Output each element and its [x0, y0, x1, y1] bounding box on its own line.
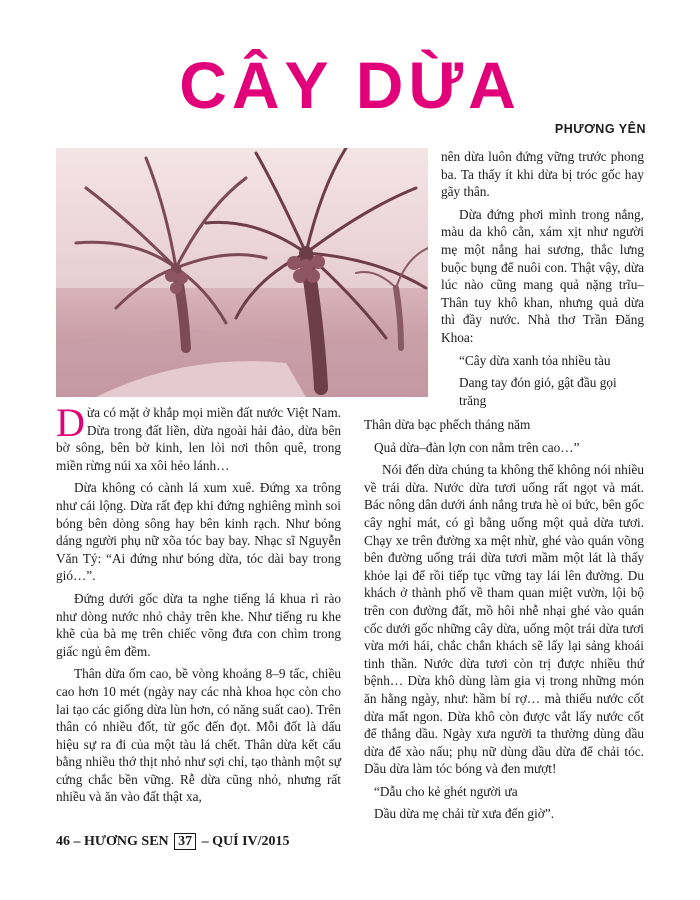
- footer-prefix: 46 – HƯƠNG SEN: [56, 834, 169, 849]
- paragraph: Thân dừa ốm cao, bề vòng khoảng 8–9 tấc, chiều cao hơn 10 mét (ngày nay các nhà khoa học còn cho lai tạo các giống dừa lùn hơn, có năng suất cao). Trên thân có nhiều đốt, từ gốc đến đọt. Mỗi đốt là dấu hiệu sự ra đi của một tàu lá chết. Thân dừa kết cấu bằng nhiều thớ thịt nhỏ như sợi chỉ, tạo thành một sự cứng chắc bền vững. Rễ dừa cũng nhỏ, nhưng rất nhiều và ăn vào đất thật xa,: [56, 666, 341, 805]
- poem-line: Dang tay đón gió, gật đầu gọi trăng: [459, 375, 617, 408]
- article-title: CÂY DỪA: [179, 48, 521, 122]
- footer-suffix: – QUÍ IV/2015: [201, 834, 290, 849]
- paragraph: Dừa đứng phơi mình trong nắng, màu da khô cằn, xám xịt như người mẹ một nắng hai sương, thắc lưng buộc bụng để nuôi con. Thật vậy, dừa lúc nào cũng mang quả nặng trĩu–Thân tuy khô khan, nhưng quả dừa thì đầy nước. Nhà thơ Trần Đăng Khoa:: [441, 206, 644, 345]
- paragraph-text: ừa có mặt ở khắp mọi miền đất nước Việt Nam. Dừa trong đất liền, dừa ngoài hải đảo, dừa bên bờ sông, bên bờ kinh, len lỏi nơi thôn quê, trong miền rừng núi xa xôi hẻo lánh…: [56, 405, 341, 473]
- verse-line: Dầu dừa mẹ chải từ xưa đến giờ”.: [374, 806, 555, 822]
- issue-number: 37: [174, 833, 196, 850]
- poem-line: Thân dừa bạc phếch tháng năm: [364, 417, 531, 432]
- verse-line: “Dẫu cho kẻ ghét người ưa: [374, 783, 518, 799]
- coconut-trees-photo: [56, 148, 428, 397]
- author-name: PHƯƠNG YÊN: [554, 122, 646, 136]
- drop-cap: D: [56, 400, 85, 445]
- paragraph: Nói đến dừa chúng ta không thể không nói nhiều về trái dừa. Nước dừa tươi uống rất ngọt và mát. Bác nông dân dưới ánh nắng trưa hè oi bức, bên gốc cây nghỉ mát, có gì bằng uống một quả dừa tươi. Chạy xe trên đường xa mệt nhừ, ghé vào quán võng bên đường uống trái dừa tươi mầm một lát là thấy khỏe lại để rồi tiếp tục vững tay lái lên đường. Du khách ở thành phố về tham quan miệt vườn, lội bộ trên con đường đất, mồ hôi nhễ nhại ghé vào quán cốc dưới gốc những cây dừa, uống một trái dừa tươi vừa mới hái, chắc chắn khách sẽ lấy lại sảng khoái tinh thần. Nước dừa tươi còn trị được nhiều thứ bệnh… Dừa khô dùng làm gia vị trong những món ăn hằng ngày, như: hầm bí rợ… mà thiếu nước cốt dừa mất ngon. Dừa khô còn được vắt lấy nước cốt để thắng dầu. Ngày xưa người ta thường dùng dầu dừa để xào nấu; phụ nữ dùng dầu dừa để chải tóc. Dầu dừa làm tóc bóng và đen mượt!: [364, 462, 644, 777]
- right-bottom-column: [364, 416, 644, 823]
- paragraph: Đứng dưới gốc dừa ta nghe tiếng lá khua rì rào như dòng nước nhỏ chảy trên khe. Như tiếng ru khe khẽ của bà mẹ trên chiếc võng đưa con chìm trong giấc ngủ êm đềm.: [56, 590, 341, 659]
- left-column: [56, 400, 341, 806]
- poem-line: Quả dừa–đàn lợn con nằm trên cao…”: [374, 439, 580, 455]
- poem-line: “Cây dừa xanh tỏa nhiều tàu: [459, 352, 611, 368]
- page-footer: [56, 833, 290, 850]
- paragraph: Dừa không có cành lá xum xuê. Đứng xa trông như cái lộng. Dừa rất đẹp khi đứng nghiêng mình soi bóng bên dòng sông hay bên kinh rạch. Như bóng dáng người phụ nữ xõa tóc bay bay. Nhạc sĩ Nguyễn Văn Tý: “Ai đứng như bóng dừa, tóc dài bay trong gió…”.: [56, 480, 341, 584]
- right-top-column: [441, 148, 644, 409]
- paragraph: [56, 400, 341, 474]
- paragraph: nên dừa luôn đứng vững trước phong ba. Ta thấy ít khi dừa bị tróc gốc hay gãy thân.: [441, 149, 644, 200]
